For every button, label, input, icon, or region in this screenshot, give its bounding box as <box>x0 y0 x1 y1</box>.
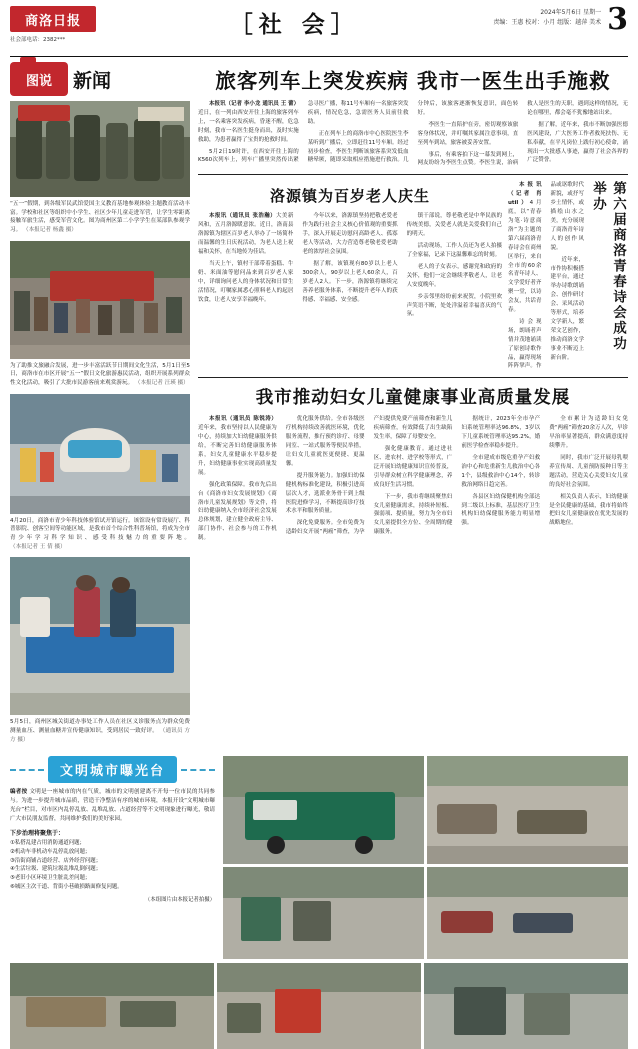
editor-line: 责编：王惠 校对：小月 组版：越萍 美术 <box>493 19 602 27</box>
page-number: 3 <box>607 2 628 37</box>
market-crowd-photo <box>10 241 190 359</box>
paragraph: 近年来，市作协积极搭建平台，通过举办诗歌朗诵会、创作研讨会、采风活动等形式，培养文学新人，繁荣文艺创作，推动商洛文学事业不断迈上新台阶。 <box>550 256 584 361</box>
military-training-photo <box>10 101 190 197</box>
trash-bin-photo <box>217 963 421 1049</box>
list-item: ④生活垃圾、建筑垃圾乱堆乱倒问题； <box>10 866 102 873</box>
paragraph: 据了解，近年来，我市不断加强医德医风建设，广大医务工作者救死扶伤、无私奉献，在平凡岗位上践行初心使命，涌现出一大批感人事迹，赢得了社会各界的广泛赞誉。 <box>527 121 628 164</box>
paragraph: 强化政策保障。我市先后出台《商洛市妇女发展规划》《商洛市儿童发展规划》等文件，将妇幼健康纳入全市经济社会发展总体规划，建立健全政府主导、部门协作、社会参与的工作机制。 <box>198 481 277 542</box>
street-litter-photo <box>427 756 628 864</box>
newspaper-logo: 商洛日报 <box>10 6 96 32</box>
paragraph: 李医生一直陪护在旁，密切观察该旅客身体状况，并叮嘱其家属注意事项，直至列车到站，旅客被妥善安置。 <box>417 121 519 146</box>
masthead-dates <box>493 6 601 28</box>
article-divider <box>198 377 628 378</box>
main-article-body: 本报讯（记者 李小龙 通讯员 王 蕾）近日，在一列由西安开往上海的旅客列车上，一名乘客突发疾病，昏迷不醒，危急时刻，我市一名医生挺身而出，及时实施救助，为患者赢得了宝贵的抢救时间。 5月2日19时许，在西安开往上海的K560次列车上，列车广播里突然传出紧急寻医广播，称11号车厢有一名旅客突发疾病，情况危急，急需医务人员前往救助。 正在列车上的商洛市中心医院医生李某听到广播后，立即赶往11号车厢。经过初步检查，李医生判断该旅客系突发低血糖晕厥，随即采取相应措施进行救治。几分钟后，该旅客逐渐恢复意识，面色转好。 李医生一直陪护在旁，密切观察该旅客身体状况，并叮嘱其家属注意事项，直至列车到站，旅客被妥善安置。 事后，有乘客拍下这一幕发到网上，网友纷纷为李医生点赞。李医生说，治病救人是医生的天职，遇到这样的情况，无论在哪里，都会毫不犹豫地站出来。 据了解，近年来，我市不断加强医德医风建设，广大医务工作者救死扶伤、无私奉献，在平凡岗位上践行初心使命，涌现出一大批感人事迹，赢得了社会各界的广泛赞誉。 <box>198 101 628 167</box>
paragraph: 提升服务能力。加强妇幼保健机构标准化建设，积极引进高层次人才，选派业务骨干到上级医院进修学习，不断提高诊疗技术水平和服务质量。 <box>285 472 365 515</box>
paragraph: 事后，有乘客拍下这一幕发到网上，网友纷纷为李医生点赞。李医生说，治病救人是医生的天职，遇到这样的情况，无论在哪里，都会毫不犹豫地站出来。 <box>417 101 628 167</box>
paragraph: 各县区妇幼保健机构全部达到二级以上标准，基层医疗卫生机构妇幼保健服务能力明显增强。 <box>461 493 541 527</box>
roadside-bins-photo <box>424 963 628 1049</box>
dash-right <box>181 769 215 771</box>
paragraph: 强化健康教育。通过进社区、进农村、进学校等形式，广泛开展妇幼健康知识宣传普及，引导群众树立科学健康理念，养成良好生活习惯。 <box>373 446 453 488</box>
section-phone: 社会部电话：2382*** <box>10 37 66 43</box>
article2-body: 本报讯（通讯员 张浩瀚）大美新风和，五月洛源暖意浓。近日，洛南县洛源镇为辖区百岁老人举办了一场简朴而温馨的生日庆祝活动，为老人送上祝福和关怀，在当地传为佳话。 当天上午，镇村干部带着蛋糕、牛奶、米面油等慰问品来到百岁老人家中，详细询问老人的身体状况和日常生活情况，叮嘱家属悉心照料老人的起居饮食，让老人安享幸福晚年。 今年以来，洛源镇坚持把敬老爱老作为践行社会主义核心价值观的重要抓手，深入开展走访慰问高龄老人、孤寡老人等活动，大力营造尊老敬老爱老助老的浓厚社会氛围。 据了解，该镇现有80岁以上老人300余人，90岁以上老人60余人，百岁老人2人。下一步，洛源镇将继续完善养老服务体系，不断提升老年人的获得感、幸福感、安全感。 镇干部说，尊老敬老是中华民族的传统美德，关爱老人就是关爱我们自己的明天。 活动现场，工作人员还为老人拍摄了全家福，记录下这温馨难忘的时刻。 老人的子女表示，感谢党和政府的关怀，他们一定会继续孝敬老人，让老人安度晚年。 乡亲邻里纷纷前来祝贺，小院里欢声笑语不断，处处洋溢着幸福喜庆的气氛。 <box>198 213 502 318</box>
feature-subheading: 下步治理将聚焦于： <box>10 830 65 838</box>
paragraph: 5月2日19时许，在西安开往上海的K560次列车上，列车广播里突然传出紧急寻医广播，称11号车厢有一名旅客突发疾病，情况危急，急需医务人员前往救助。 <box>198 101 409 164</box>
feature-top-photos <box>223 756 628 864</box>
paragraph: 据统计，2023年全市孕产妇系统管理率达96.8%，3岁以下儿童系统管理率达95.2%，婚前医学检查率稳步提升。 <box>461 416 541 450</box>
photo-column <box>10 62 190 750</box>
feature-header <box>10 756 215 783</box>
paragraph: 乡亲邻里纷纷前来祝贺，小院里欢声笑语不断，处处洋溢着幸福喜庆的气氛。 <box>406 293 502 318</box>
paragraph: 相关负责人表示，妇幼健康是全民健康的基础，我市将始终把妇女儿童健康放在优先发展的战略地位。 <box>549 493 628 527</box>
paragraph: 据了解，该镇现有80岁以上老人300余人，90岁以上老人60余人，百岁老人2人。下一步，洛源镇将继续完善养老服务体系，不断提升老年人的获得感、幸福感、安全感。 <box>302 260 398 303</box>
lead-text: 文明是一座城市的内在气质，城市的文明创建离不开每一位市民的共同参与。为进一步提升城市品质，营造干净整洁有序的城市环境，本报开设“文明城市曝光台”栏目，对市区内乱停乱放、乱堆乱放、占道经营等不文明现象进行曝光，敬请广大市民朋友监督，共同维护我们的美好家园。 <box>10 789 215 822</box>
masthead-rule <box>10 56 628 57</box>
lead-label: 编者按 <box>10 789 28 796</box>
paragraph: 优化服务供给。全市各级医疗机构持续改善就医环境，优化服务流程，推行预约诊疗、母婴同室、一站式服务等便民举措，让妇女儿童就医更便捷、更温馨。 <box>285 416 365 467</box>
articles-column <box>198 62 628 750</box>
paragraph: 老人的子女表示，感谢党和政府的关怀，他们一定会继续孝敬老人，让老人安度晚年。 <box>406 263 502 288</box>
feature-bottom-photos <box>10 963 628 1049</box>
sidewalk-parking-photo <box>427 867 628 959</box>
paragraph: 今年以来，洛源镇坚持把敬老爱老作为践行社会主义核心价值观的重要抓手，深入开展走访慰问高龄老人、孤寡老人等活动，大力营造尊老敬老爱老助老的浓厚社会氛围。 <box>302 213 398 255</box>
paragraph: 活动现场，工作人员还为老人拍摄了全家福，记录下这温馨难忘的时刻。 <box>406 243 502 258</box>
roadside-bins-photo <box>223 867 424 959</box>
paragraph: 当天上午，镇村干部带着蛋糕、牛奶、米面油等慰问品来到百岁老人家中，详细询问老人的身体状况和日常生活情况，叮嘱家属悉心照料老人的起居饮食，让老人安享幸福晚年。 <box>198 260 294 303</box>
paragraph: 同时，我市广泛开展母乳喂养宣传周、儿童预防接种日等主题活动，营造关心关爱妇女儿童的良好社会氛围。 <box>549 455 628 488</box>
paragraph: 全市建成市级危重孕产妇救治中心和危重新生儿救治中心各1个，县级救治中心14个，转诊救治网络日趋完善。 <box>461 455 541 488</box>
paragraph: 镇干部说，尊老敬老是中华民族的传统美德，关爱老人就是关爱我们自己的明天。 <box>406 213 502 238</box>
feature-title: 文明城市曝光台 <box>48 756 177 783</box>
masthead-center <box>96 6 493 39</box>
main-article-byline: 本报讯（记者 李小龙 通讯员 王 蕾） <box>209 101 300 107</box>
feature-note: （本组图片由本报记者拍摄） <box>144 897 215 904</box>
tushuo-label: 新闻 <box>73 69 112 92</box>
community-service-photo <box>10 557 190 715</box>
article3-byline: 本报讯（通讯员 陈锐涛） <box>209 416 277 423</box>
photo-caption: 4月20日，商洛市青少年科技体验馆试开馆运行。该馆设有常设展厅、科普影院、创客空间等功能区域，是我市首个综合性科普场馆，将成为全市青少年学习科学知识、感受科技魅力的重要阵地。 （本报记者 王 倩 摄） <box>10 517 190 550</box>
article3-body: 本报讯（通讯员 陈锐涛）近年来，我市坚持以人民健康为中心，持续加大妇幼健康服务供给，不断完善妇幼健康服务体系，妇女儿童健康水平稳步提升，妇幼健康事业实现高质量发展。 强化政策保障。我市先后出台《商洛市妇女发展规划》《商洛市儿童发展规划》等文件，将妇幼健康纳入全市经济社会发展总体规划，建立健全政府主导、部门协作、社会参与的工作机制。 优化服务供给。全市各级医疗机构持续改善就医环境，优化服务流程，推行预约诊疗、母婴同室、一站式服务等便民举措，让妇女儿童就医更便捷、更温馨。 提升服务能力。加强妇幼保健机构标准化建设，积极引进高层次人才，选派业务骨干到上级医院进修学习，不断提高诊疗技术水平和服务质量。 深化免费服务。全市免费为适龄妇女开展“两癌”筛查，为孕产妇提供免费产前筛查和新生儿疾病筛查，有效降低了出生缺陷发生率，保障了母婴安全。 强化健康教育。通过进社区、进农村、进学校等形式，广泛开展妇幼健康知识宣传普及，引导群众树立科学健康理念，养成良好生活习惯。 下一步，我市将继续聚焦妇女儿童健康需求，持续补短板、强弱项、提质量，努力为全市妇女儿童提供全方位、全周期的健康服务。 据统计，2023年全市孕产妇系统管理率达96.8%，3岁以下儿童系统管理率达95.2%，婚前医学检查率稳步提升。 全市建成市级危重孕产妇救治中心和危重新生儿救治中心各1个，县级救治中心14个，转诊救治网络日趋完善。 各县区妇幼保健机构全部达到二级以上标准，基层医疗卫生机构妇幼保健服务能力明显增强。 全市累计为适龄妇女免费“两癌”筛查20余万人次，早诊早治率显著提高，群众满意度持续攀升。 同时，我市广泛开展母乳喂养宣传周、儿童预防接种日等主题活动，营造关心关爱妇女儿童的良好社会氛围。 相关负责人表示，妇幼健康是全民健康的基础，我市将始终把妇女儿童健康放在优先发展的战略地位。 <box>198 416 628 542</box>
list-item: ②机动车非机动车乱停乱放问题； <box>10 849 91 856</box>
tushuo-logo <box>10 62 190 96</box>
paragraph: 深化免费服务。全市免费为适龄妇女开展“两癌”筛查，为孕产妇提供免费产前筛查和新生儿疾病筛查，有效降低了出生缺陷发生率，保障了母婴安全。 <box>285 416 453 536</box>
masthead <box>10 2 628 54</box>
list-item: ①私搭乱建占用消防通道问题； <box>10 840 85 847</box>
article3-headline: 我市推动妇女儿童健康事业高质量发展 <box>255 388 571 409</box>
photo-caption: “五一”假期，到各级军民武馆爱国主义教育基地参观体验主题教育活动丰富。学校和社区等组织中小学生、社区少年儿童走进军营，让学生零距离接触军旅生活，感受军营文化。图为商州区第二小学学生在某部队参观学习。 （本报记者 杨鑫 摄） <box>10 201 190 233</box>
side-feature-byline: 本报讯（记者 肖util） <box>508 182 542 207</box>
list-item: ⑥城区主次干道、背街小巷破损路面修复问题。 <box>10 883 123 890</box>
photo-caption: 5月5日，商州区城关街道办事处工作人员在社区义诊服务点为群众免费测量血压、测量血糖并宣传健康知识，受到居民一致好评。 （通讯员 方 方 摄） <box>10 719 190 743</box>
side-feature-body: 本报讯（记者 肖util）4月底，以“青春为笔·诗意商洛”为主题的第六届商洛青春诗会在商州区举行，来自全市的60余名青年诗人、文学爱好者齐聚一堂，以诗会友，共话青春。 诗会现场，朗诵者声情并茂地诵读了原创诗歌作品，赢得现场阵阵掌声。作品或讴歌时代新貌，或抒写乡土情怀，或描绘山水之美，充分展现了商洛青年诗人的创作风貌。 近年来，市作协积极搭建平台，通过举办诗歌朗诵会、创作研讨会、采风活动等形式，培养文学新人，繁荣文艺创作，推动商洛文学事业不断迈上新台阶。 <box>508 182 584 370</box>
section-title: ［社 会］ <box>229 11 360 38</box>
paragraph: 正在列车上的商洛市中心医院医生李某听到广播后，立即赶往11号车厢。经过初步检查，李医生判断该旅客系突发低血糖晕厥，随即采取相应措施进行救治。几分钟后，该旅客逐渐恢复意识，面色转好。 <box>307 101 519 164</box>
masthead-left <box>10 6 96 43</box>
feature-mid-photos <box>223 867 628 959</box>
masthead-right <box>493 2 628 37</box>
article-divider <box>198 174 628 175</box>
paragraph: 下一步，我市将继续聚焦妇女儿童健康需求，持续补短板、强弱项、提质量，努力为全市妇女儿童提供全方位、全周期的健康服务。 <box>373 493 453 536</box>
science-exhibition-photo <box>10 394 190 514</box>
garbage-truck-photo <box>223 756 424 864</box>
camera-icon: 图说 <box>10 62 68 96</box>
vendor-stall-photo <box>10 963 214 1049</box>
paragraph: 全市累计为适龄妇女免费“两癌”筛查20余万人次，早诊早治率显著提高，群众满意度持续攀升。 <box>549 416 628 450</box>
photo-caption: 为了助推文旅融合发展，进一步丰富活跃节日期间文化生活，5月1日至5日，商洛市在市区开展“五一”假日文化旅游惠民活动，组织开展系列群众性文化活动，吸引了大批市民游客前来观赏游玩。 （本报记者 汪瑛 摄） <box>10 362 190 386</box>
list-item: ③沿街商铺占道经营、店外经营问题； <box>10 857 102 864</box>
dash-left <box>10 769 44 771</box>
list-item: ⑤老旧小区环境卫生脏乱差问题； <box>10 874 91 881</box>
paragraph: 诗会现场，朗诵者声情并茂地诵读了原创诗歌作品，赢得现场阵阵掌声。作品或讴歌时代新貌，或抒写乡土情怀，或描绘山水之美，充分展现了商洛青年诗人的创作风貌。 <box>508 182 584 370</box>
side-feature-vertical-title: 第六届商洛青春诗会成功举办 <box>590 181 626 352</box>
page-columns <box>10 62 628 750</box>
main-headline: 旅客列车上突发疾病 我市一医生出手施救 <box>215 69 611 93</box>
publish-date: 2024年5月6日 星期一 <box>540 9 602 16</box>
feature-lead <box>10 788 215 823</box>
article2-byline: 本报讯（通讯员 张浩瀚） <box>209 213 277 220</box>
civilization-feature <box>10 756 628 1049</box>
article2-headline: 洛源镇为百岁老人庆生 <box>269 187 430 206</box>
